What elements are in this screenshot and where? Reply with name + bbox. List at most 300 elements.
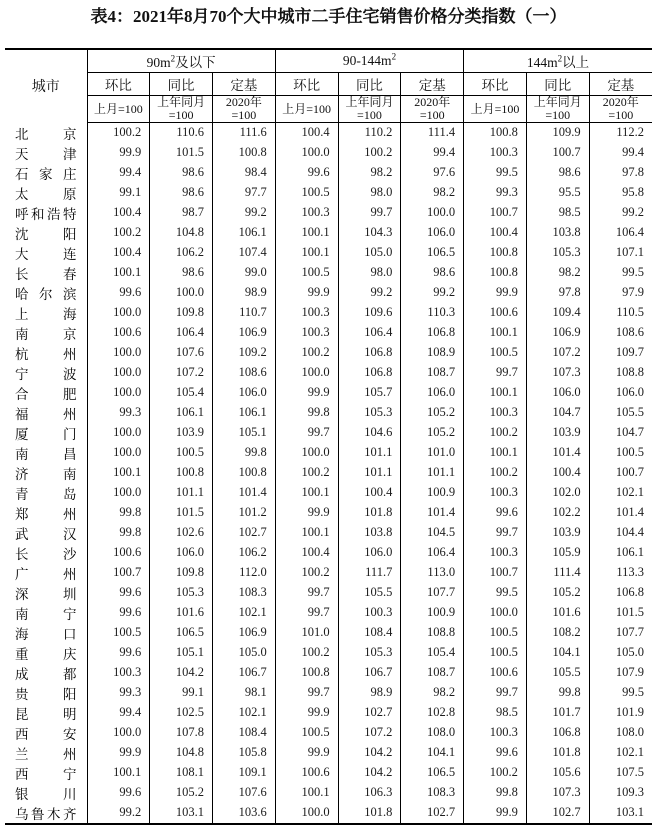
value-cell: 98.2 xyxy=(401,683,464,703)
value-cell: 100.7 xyxy=(464,563,527,583)
value-cell: 105.9 xyxy=(526,543,589,563)
value-cell: 100.1 xyxy=(464,323,527,343)
value-cell: 99.6 xyxy=(275,163,338,183)
value-cell: 104.5 xyxy=(401,523,464,543)
value-cell: 103.1 xyxy=(589,803,652,824)
city-column-header: 城市 xyxy=(5,49,87,123)
value-cell: 100.1 xyxy=(275,483,338,503)
value-cell: 98.5 xyxy=(464,703,527,723)
value-cell: 99.7 xyxy=(275,603,338,623)
value-cell: 99.6 xyxy=(464,743,527,763)
value-cell: 105.3 xyxy=(338,403,401,423)
value-cell: 99.4 xyxy=(87,163,150,183)
value-cell: 109.7 xyxy=(589,343,652,363)
value-cell: 100.5 xyxy=(464,343,527,363)
sub-header-mom: 环比 xyxy=(87,73,150,96)
value-cell: 106.7 xyxy=(213,663,276,683)
value-cell: 105.4 xyxy=(401,643,464,663)
value-cell: 104.3 xyxy=(338,223,401,243)
group-label: 90m xyxy=(146,55,171,70)
table-row xyxy=(5,603,652,623)
value-cell: 99.7 xyxy=(464,683,527,703)
value-cell: 105.5 xyxy=(338,583,401,603)
value-cell: 111.4 xyxy=(401,123,464,143)
value-cell: 99.9 xyxy=(275,383,338,403)
value-cell: 101.5 xyxy=(150,143,213,163)
value-cell: 100.4 xyxy=(275,123,338,143)
value-cell: 98.9 xyxy=(338,683,401,703)
value-cell: 107.9 xyxy=(589,663,652,683)
city-cell: 长春 xyxy=(5,263,87,283)
value-cell: 100.7 xyxy=(87,563,150,583)
value-cell: 106.8 xyxy=(338,363,401,383)
group-header-90-below xyxy=(87,49,275,73)
value-cell: 106.5 xyxy=(150,623,213,643)
value-cell: 101.4 xyxy=(589,503,652,523)
value-cell: 106.7 xyxy=(338,663,401,683)
value-cell: 100.2 xyxy=(464,423,527,443)
value-cell: 98.6 xyxy=(526,163,589,183)
value-cell: 110.5 xyxy=(589,303,652,323)
value-cell: 101.8 xyxy=(338,503,401,523)
table-row xyxy=(5,523,652,543)
sub-header-fixed-base: 定基 xyxy=(589,73,652,96)
value-cell: 110.6 xyxy=(150,123,213,143)
value-cell: 100.5 xyxy=(464,623,527,643)
value-cell: 100.0 xyxy=(87,343,150,363)
value-cell: 100.1 xyxy=(275,783,338,803)
value-cell: 100.2 xyxy=(338,143,401,163)
city-cell: 哈尔滨 xyxy=(5,283,87,303)
value-cell: 100.8 xyxy=(275,663,338,683)
value-cell: 106.4 xyxy=(589,223,652,243)
value-cell: 109.8 xyxy=(150,563,213,583)
value-cell: 106.8 xyxy=(526,723,589,743)
value-cell: 100.3 xyxy=(275,203,338,223)
table-row xyxy=(5,363,652,383)
value-cell: 102.1 xyxy=(213,603,276,623)
value-cell: 98.2 xyxy=(401,183,464,203)
table-row xyxy=(5,143,652,163)
value-cell: 107.2 xyxy=(526,343,589,363)
value-cell: 99.6 xyxy=(464,503,527,523)
value-cell: 99.9 xyxy=(275,283,338,303)
value-cell: 108.1 xyxy=(150,763,213,783)
value-cell: 113.3 xyxy=(589,563,652,583)
value-cell: 107.3 xyxy=(526,783,589,803)
city-cell: 武汉 xyxy=(5,523,87,543)
table-body xyxy=(5,123,652,824)
value-cell: 106.2 xyxy=(213,543,276,563)
table-row xyxy=(5,743,652,763)
table-row xyxy=(5,423,652,443)
value-cell: 99.7 xyxy=(275,423,338,443)
group-label: 及以下 xyxy=(175,55,216,70)
value-cell: 107.2 xyxy=(338,723,401,743)
value-cell: 100.0 xyxy=(275,143,338,163)
value-cell: 99.7 xyxy=(275,583,338,603)
sub-header-mom: 环比 xyxy=(464,73,527,96)
value-cell: 109.9 xyxy=(526,123,589,143)
unit-header-prev-month: 上月=100 xyxy=(87,96,150,123)
city-cell: 贵阳 xyxy=(5,683,87,703)
value-cell: 100.2 xyxy=(464,463,527,483)
city-cell: 海口 xyxy=(5,623,87,643)
value-cell: 103.6 xyxy=(213,803,276,824)
value-cell: 105.2 xyxy=(150,783,213,803)
value-cell: 101.1 xyxy=(401,463,464,483)
value-cell: 100.1 xyxy=(87,263,150,283)
table-row xyxy=(5,263,652,283)
value-cell: 99.3 xyxy=(87,683,150,703)
value-cell: 101.2 xyxy=(213,503,276,523)
value-cell: 106.8 xyxy=(589,583,652,603)
value-cell: 103.9 xyxy=(150,423,213,443)
value-cell: 106.9 xyxy=(213,323,276,343)
city-cell: 重庆 xyxy=(5,643,87,663)
value-cell: 105.1 xyxy=(150,643,213,663)
value-cell: 95.8 xyxy=(589,183,652,203)
value-cell: 100.4 xyxy=(464,223,527,243)
value-cell: 106.4 xyxy=(338,323,401,343)
value-cell: 100.3 xyxy=(464,543,527,563)
header-unit-row xyxy=(5,96,652,123)
value-cell: 109.8 xyxy=(150,303,213,323)
value-cell: 105.0 xyxy=(589,643,652,663)
value-cell: 100.6 xyxy=(87,323,150,343)
value-cell: 100.0 xyxy=(275,803,338,824)
value-cell: 103.9 xyxy=(526,423,589,443)
value-cell: 100.0 xyxy=(275,443,338,463)
value-cell: 107.7 xyxy=(589,623,652,643)
value-cell: 107.6 xyxy=(213,783,276,803)
value-cell: 100.6 xyxy=(275,763,338,783)
value-cell: 108.8 xyxy=(401,623,464,643)
value-cell: 99.4 xyxy=(589,143,652,163)
value-cell: 100.7 xyxy=(464,203,527,223)
table-row xyxy=(5,623,652,643)
city-cell: 长沙 xyxy=(5,543,87,563)
city-cell: 乌鲁木齐 xyxy=(5,803,87,824)
value-cell: 100.5 xyxy=(87,623,150,643)
value-cell: 102.1 xyxy=(213,703,276,723)
value-cell: 99.2 xyxy=(87,803,150,824)
value-cell: 98.9 xyxy=(213,283,276,303)
value-cell: 105.3 xyxy=(338,643,401,663)
value-cell: 107.5 xyxy=(589,763,652,783)
value-cell: 108.0 xyxy=(589,723,652,743)
value-cell: 100.1 xyxy=(275,223,338,243)
city-cell: 兰州 xyxy=(5,743,87,763)
table-row xyxy=(5,383,652,403)
value-cell: 100.3 xyxy=(464,403,527,423)
city-cell: 太原 xyxy=(5,183,87,203)
value-cell: 101.4 xyxy=(526,443,589,463)
value-cell: 100.1 xyxy=(87,763,150,783)
value-cell: 99.8 xyxy=(87,523,150,543)
value-cell: 106.8 xyxy=(338,343,401,363)
value-cell: 98.6 xyxy=(401,263,464,283)
value-cell: 99.2 xyxy=(589,203,652,223)
value-cell: 100.2 xyxy=(87,223,150,243)
city-cell: 天津 xyxy=(5,143,87,163)
city-cell: 南京 xyxy=(5,323,87,343)
value-cell: 100.0 xyxy=(87,443,150,463)
value-cell: 100.0 xyxy=(464,603,527,623)
value-cell: 106.0 xyxy=(589,383,652,403)
value-cell: 104.2 xyxy=(338,763,401,783)
table-row xyxy=(5,123,652,143)
value-cell: 100.2 xyxy=(275,343,338,363)
value-cell: 101.1 xyxy=(150,483,213,503)
value-cell: 100.2 xyxy=(275,563,338,583)
value-cell: 107.2 xyxy=(150,363,213,383)
value-cell: 105.5 xyxy=(526,663,589,683)
value-cell: 102.0 xyxy=(526,483,589,503)
value-cell: 100.0 xyxy=(87,303,150,323)
value-cell: 104.2 xyxy=(150,663,213,683)
city-cell: 宁波 xyxy=(5,363,87,383)
table-row xyxy=(5,443,652,463)
value-cell: 100.5 xyxy=(464,643,527,663)
value-cell: 100.1 xyxy=(464,383,527,403)
value-cell: 101.6 xyxy=(526,603,589,623)
value-cell: 99.7 xyxy=(464,523,527,543)
city-cell: 上海 xyxy=(5,303,87,323)
value-cell: 108.3 xyxy=(213,583,276,603)
value-cell: 100.3 xyxy=(275,323,338,343)
value-cell: 108.6 xyxy=(213,363,276,383)
city-cell: 银川 xyxy=(5,783,87,803)
value-cell: 99.7 xyxy=(275,683,338,703)
value-cell: 101.9 xyxy=(589,703,652,723)
value-cell: 98.6 xyxy=(150,163,213,183)
value-cell: 108.7 xyxy=(401,663,464,683)
value-cell: 101.4 xyxy=(213,483,276,503)
value-cell: 104.4 xyxy=(589,523,652,543)
sub-header-fixed-base: 定基 xyxy=(213,73,276,96)
city-cell: 昆明 xyxy=(5,703,87,723)
value-cell: 106.1 xyxy=(213,223,276,243)
superscript: 2 xyxy=(557,53,563,64)
city-cell: 沈阳 xyxy=(5,223,87,243)
value-cell: 106.0 xyxy=(401,383,464,403)
value-cell: 98.7 xyxy=(150,203,213,223)
value-cell: 99.0 xyxy=(213,263,276,283)
city-cell: 呼和浩特 xyxy=(5,203,87,223)
value-cell: 106.0 xyxy=(213,383,276,403)
value-cell: 107.8 xyxy=(150,723,213,743)
value-cell: 100.1 xyxy=(464,443,527,463)
value-cell: 99.4 xyxy=(87,703,150,723)
value-cell: 109.4 xyxy=(526,303,589,323)
value-cell: 101.0 xyxy=(275,623,338,643)
value-cell: 105.0 xyxy=(338,243,401,263)
table-row xyxy=(5,543,652,563)
value-cell: 108.0 xyxy=(401,723,464,743)
value-cell: 108.7 xyxy=(401,363,464,383)
value-cell: 106.8 xyxy=(401,323,464,343)
value-cell: 104.1 xyxy=(401,743,464,763)
value-cell: 103.9 xyxy=(526,523,589,543)
value-cell: 102.6 xyxy=(150,523,213,543)
value-cell: 100.3 xyxy=(464,143,527,163)
page-title: 表4：2021年8月70个大中城市二手住宅销售价格分类指数（一） xyxy=(90,7,567,26)
table-row xyxy=(5,703,652,723)
group-header-144-above xyxy=(464,49,652,73)
value-cell: 106.3 xyxy=(338,783,401,803)
value-cell: 112.2 xyxy=(589,123,652,143)
value-cell: 106.4 xyxy=(401,543,464,563)
value-cell: 111.6 xyxy=(213,123,276,143)
value-cell: 105.2 xyxy=(526,583,589,603)
value-cell: 100.5 xyxy=(589,443,652,463)
value-cell: 100.3 xyxy=(464,723,527,743)
table-row xyxy=(5,803,652,824)
value-cell: 99.5 xyxy=(589,263,652,283)
value-cell: 108.3 xyxy=(401,783,464,803)
value-cell: 100.8 xyxy=(464,123,527,143)
value-cell: 101.1 xyxy=(338,463,401,483)
value-cell: 100.4 xyxy=(87,243,150,263)
city-cell: 济南 xyxy=(5,463,87,483)
value-cell: 100.3 xyxy=(464,483,527,503)
value-cell: 107.4 xyxy=(213,243,276,263)
value-cell: 100.0 xyxy=(275,363,338,383)
value-cell: 100.9 xyxy=(401,603,464,623)
unit-header-same-month-last-year: 上年同月=100 xyxy=(526,96,589,123)
unit-header-prev-month: 上月=100 xyxy=(464,96,527,123)
table-row xyxy=(5,223,652,243)
value-cell: 105.2 xyxy=(401,423,464,443)
value-cell: 101.0 xyxy=(401,443,464,463)
table-header xyxy=(5,49,652,123)
table-row xyxy=(5,723,652,743)
value-cell: 105.4 xyxy=(150,383,213,403)
city-cell: 杭州 xyxy=(5,343,87,363)
value-cell: 100.8 xyxy=(150,463,213,483)
value-cell: 100.3 xyxy=(87,663,150,683)
value-cell: 105.3 xyxy=(150,583,213,603)
table-row xyxy=(5,343,652,363)
table-row xyxy=(5,783,652,803)
city-cell: 大连 xyxy=(5,243,87,263)
value-cell: 100.4 xyxy=(526,463,589,483)
unit-header-same-month-last-year: 上年同月=100 xyxy=(338,96,401,123)
value-cell: 104.8 xyxy=(150,743,213,763)
value-cell: 104.1 xyxy=(526,643,589,663)
value-cell: 99.1 xyxy=(150,683,213,703)
table-row xyxy=(5,303,652,323)
value-cell: 100.1 xyxy=(275,523,338,543)
value-cell: 106.5 xyxy=(401,763,464,783)
table-row xyxy=(5,283,652,303)
value-cell: 99.6 xyxy=(87,283,150,303)
value-cell: 99.6 xyxy=(87,643,150,663)
value-cell: 102.7 xyxy=(213,523,276,543)
unit-header-prev-month: 上月=100 xyxy=(275,96,338,123)
value-cell: 102.5 xyxy=(150,703,213,723)
table-row xyxy=(5,323,652,343)
value-cell: 99.8 xyxy=(526,683,589,703)
table-row xyxy=(5,503,652,523)
value-cell: 102.7 xyxy=(338,703,401,723)
value-cell: 108.4 xyxy=(213,723,276,743)
value-cell: 100.2 xyxy=(275,643,338,663)
table-row xyxy=(5,643,652,663)
value-cell: 98.1 xyxy=(213,683,276,703)
group-label: 144m xyxy=(526,55,558,70)
value-cell: 99.8 xyxy=(275,403,338,423)
value-cell: 99.9 xyxy=(87,743,150,763)
unit-header-2020-base: 2020年=100 xyxy=(401,96,464,123)
value-cell: 109.1 xyxy=(213,763,276,783)
value-cell: 97.8 xyxy=(526,283,589,303)
value-cell: 98.2 xyxy=(338,163,401,183)
value-cell: 97.7 xyxy=(213,183,276,203)
value-cell: 106.1 xyxy=(589,543,652,563)
value-cell: 101.5 xyxy=(150,503,213,523)
value-cell: 111.4 xyxy=(526,563,589,583)
sub-header-yoy: 同比 xyxy=(338,73,401,96)
value-cell: 99.6 xyxy=(87,783,150,803)
value-cell: 100.7 xyxy=(526,143,589,163)
value-cell: 103.8 xyxy=(526,223,589,243)
city-cell: 合肥 xyxy=(5,383,87,403)
sub-header-yoy: 同比 xyxy=(526,73,589,96)
value-cell: 100.0 xyxy=(87,383,150,403)
value-cell: 105.5 xyxy=(589,403,652,423)
value-cell: 99.1 xyxy=(87,183,150,203)
table-row xyxy=(5,763,652,783)
value-cell: 106.5 xyxy=(401,243,464,263)
value-cell: 97.6 xyxy=(401,163,464,183)
value-cell: 98.0 xyxy=(338,263,401,283)
city-cell: 南昌 xyxy=(5,443,87,463)
city-cell: 广州 xyxy=(5,563,87,583)
value-cell: 100.2 xyxy=(87,123,150,143)
value-cell: 100.4 xyxy=(338,483,401,503)
value-cell: 100.7 xyxy=(589,463,652,483)
value-cell: 102.7 xyxy=(526,803,589,824)
value-cell: 98.2 xyxy=(526,263,589,283)
value-cell: 99.3 xyxy=(464,183,527,203)
value-cell: 100.6 xyxy=(464,663,527,683)
group-label: 以上 xyxy=(562,55,590,70)
value-cell: 100.3 xyxy=(275,303,338,323)
value-cell: 105.0 xyxy=(213,643,276,663)
value-cell: 100.0 xyxy=(401,203,464,223)
value-cell: 105.1 xyxy=(213,423,276,443)
value-cell: 104.8 xyxy=(150,223,213,243)
value-cell: 106.9 xyxy=(526,323,589,343)
value-cell: 99.4 xyxy=(401,143,464,163)
value-cell: 103.1 xyxy=(150,803,213,824)
city-cell: 北京 xyxy=(5,123,87,143)
group-label: 90-144m xyxy=(342,53,392,68)
table-row xyxy=(5,663,652,683)
value-cell: 101.5 xyxy=(589,603,652,623)
sub-header-fixed-base: 定基 xyxy=(401,73,464,96)
value-cell: 98.6 xyxy=(150,183,213,203)
value-cell: 100.0 xyxy=(87,423,150,443)
value-cell: 107.1 xyxy=(589,243,652,263)
value-cell: 97.8 xyxy=(589,163,652,183)
value-cell: 99.8 xyxy=(87,503,150,523)
value-cell: 102.1 xyxy=(589,483,652,503)
value-cell: 100.1 xyxy=(87,463,150,483)
value-cell: 106.0 xyxy=(150,543,213,563)
